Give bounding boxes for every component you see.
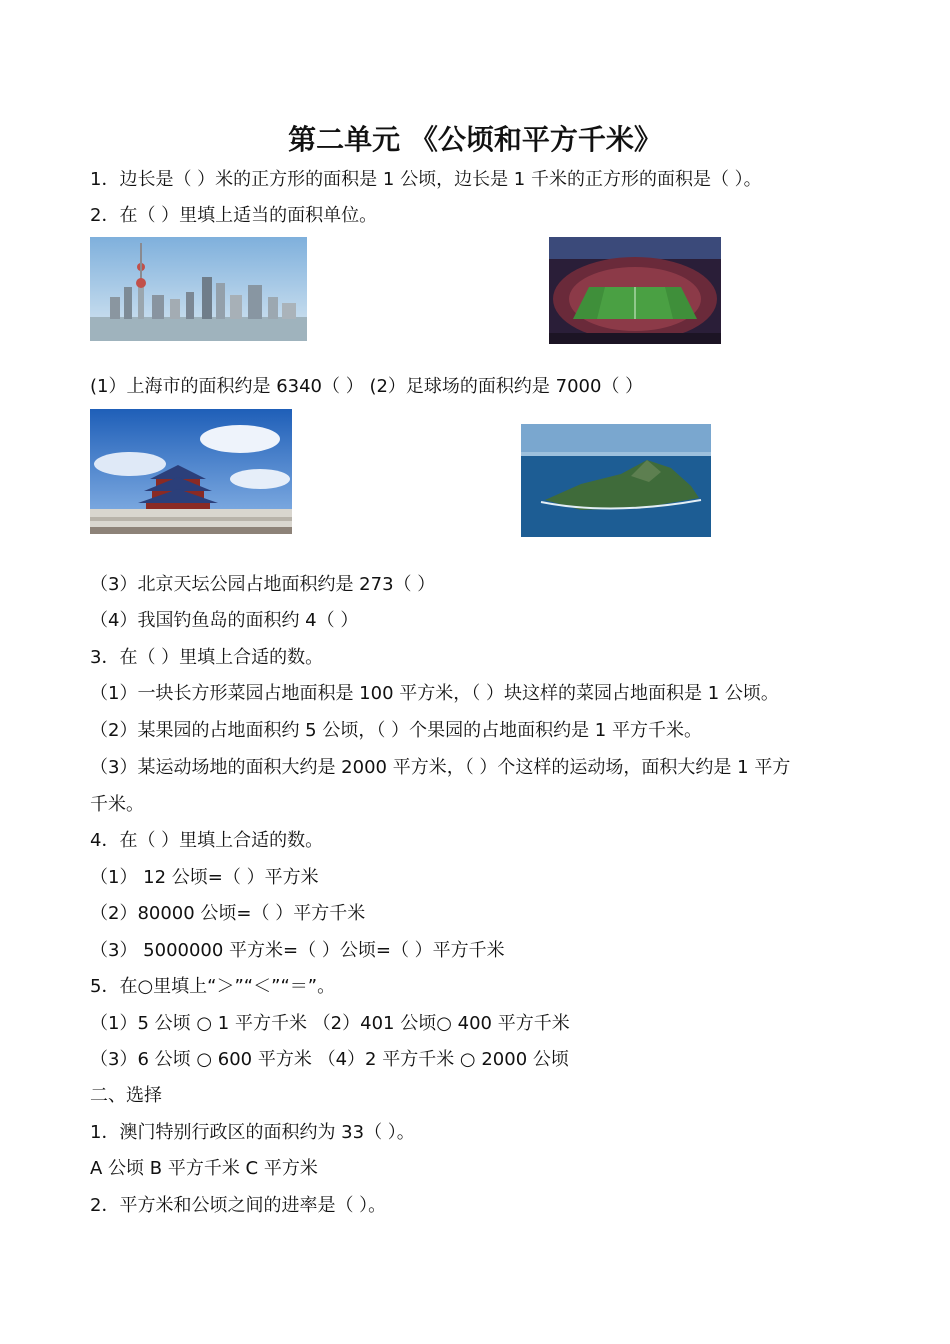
- shanghai-skyline-image: [90, 237, 307, 341]
- question-3-part-2: （2）某果园的占地面积约 5 公顷，（ ）个果园的占地面积约是 1 平方千米。: [90, 720, 702, 741]
- question-5-parts-1-2: （1）5 公顷 ○ 1 平方千米 （2）401 公顷○ 400 平方千米: [90, 1013, 570, 1034]
- question-2-part-3: （3）北京天坛公园占地面积约是 273（ ）: [90, 574, 436, 595]
- question-2-part-4: （4）我国钓鱼岛的面积约 4（ ）: [90, 610, 359, 631]
- question-4-part-1: （1） 12 公顷=（ ）平方米: [90, 867, 319, 888]
- diaoyu-island-image: [521, 424, 711, 537]
- question-3-part-3-cont: 千米。: [90, 794, 144, 815]
- question-1: 1．边长是（ ）米的正方形的面积是 1 公顷，边长是 1 千米的正方形的面积是（ ）。: [90, 169, 762, 190]
- question-5-parts-3-4: （3）6 公顷 ○ 600 平方米 （4）2 平方千米 ○ 2000 公顷: [90, 1049, 569, 1070]
- page-title: 第二单元 《公顷和平方千米》: [288, 123, 662, 156]
- choice-question-1-options: A 公顷 B 平方千米 C 平方米: [90, 1158, 318, 1179]
- question-3: 3．在（ ）里填上合适的数。: [90, 647, 324, 668]
- question-4-part-3: （3） 5000000 平方米=（ ）公顷=（ ）平方千米: [90, 940, 505, 961]
- choice-question-1: 1．澳门特别行政区的面积约为 33（ ）。: [90, 1122, 415, 1143]
- choice-question-2: 2．平方米和公顷之间的进率是（ ）。: [90, 1195, 387, 1216]
- stadium-image: [549, 237, 721, 344]
- question-2-parts-1-2: (1）上海市的面积约是 6340（ ） (2）足球场的面积约是 7000（ ）: [90, 376, 644, 397]
- question-3-part-1: （1）一块长方形菜园占地面积是 100 平方米，（ ）块这样的菜园占地面积是 1 公顷。: [90, 683, 779, 704]
- question-3-part-3: （3）某运动场地的面积大约是 2000 平方米，（ ）个这样的运动场，面积大约是 1 平方: [90, 757, 791, 778]
- section-choice-heading: 二、选择: [90, 1085, 162, 1106]
- question-4-part-2: （2）80000 公顷=（ ）平方千米: [90, 903, 366, 924]
- question-5: 5．在○里填上“＞”“＜”“＝”。: [90, 976, 336, 997]
- question-2: 2．在（ ）里填上适当的面积单位。: [90, 205, 378, 226]
- temple-of-heaven-image: [90, 409, 292, 534]
- question-4: 4．在（ ）里填上合适的数。: [90, 830, 324, 851]
